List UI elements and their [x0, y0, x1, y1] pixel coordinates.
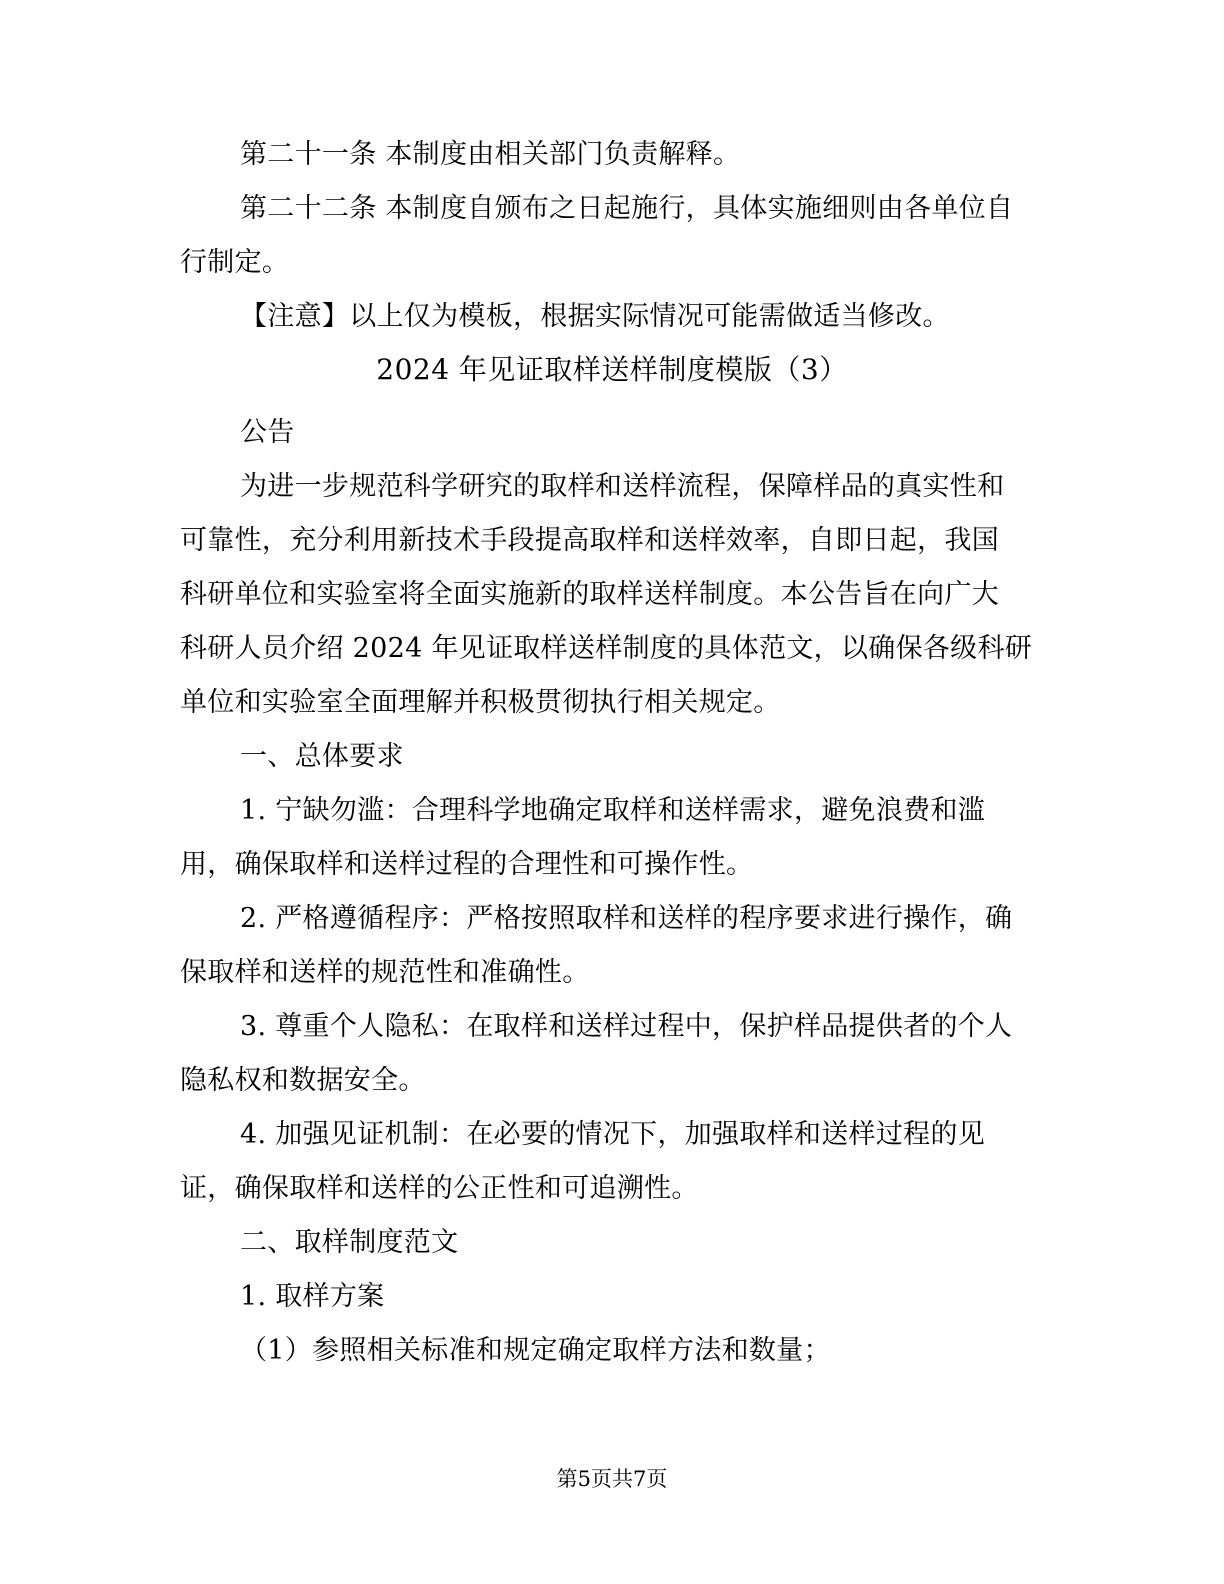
requirement-4-continued: 证，确保取样和送样的公正性和可追溯性。	[180, 1173, 699, 1204]
article-22: 第二十二条 本制度自颁布之日起施行，具体实施细则由各单位自	[240, 193, 1014, 224]
subsection-heading: 1. 取样方案	[240, 1281, 385, 1312]
article-22-continued: 行制定。	[180, 247, 290, 278]
document-title: 2024 年见证取样送样制度模版（3）	[376, 353, 848, 386]
paragraph-line: 科研人员介绍 2024 年见证取样送样制度的具体范文，以确保各级科研	[180, 633, 1033, 664]
template-note: 【注意】以上仅为模板，根据实际情况可能需做适当修改。	[240, 301, 950, 332]
paragraph-line: 可靠性，充分利用新技术手段提高取样和送样效率，自即日起，我国	[180, 525, 999, 556]
section-heading-2: 二、取样制度范文	[240, 1227, 459, 1258]
requirement-3: 3. 尊重个人隐私：在取样和送样过程中，保护样品提供者的个人	[240, 1011, 1013, 1042]
paragraph-line: 单位和实验室全面理解并积极贯彻执行相关规定。	[180, 687, 781, 718]
requirement-2: 2. 严格遵循程序：严格按照取样和送样的程序要求进行操作，确	[240, 903, 1013, 934]
requirement-1-continued: 用，确保取样和送样过程的合理性和可操作性。	[180, 849, 754, 880]
requirement-3-continued: 隐私权和数据安全。	[180, 1065, 426, 1096]
requirement-1: 1. 宁缺勿滥：合理科学地确定取样和送样需求，避免浪费和滥	[240, 795, 986, 826]
requirement-2-continued: 保取样和送样的规范性和准确性。	[180, 957, 590, 988]
section-heading-1: 一、总体要求	[240, 741, 404, 772]
announcement-heading: 公告	[240, 417, 295, 448]
paragraph-line: 科研单位和实验室将全面实施新的取样送样制度。本公告旨在向广大	[180, 579, 999, 610]
requirement-4: 4. 加强见证机制：在必要的情况下，加强取样和送样过程的见	[240, 1119, 986, 1150]
page-number-footer: 第5页共7页	[556, 1467, 668, 1491]
paragraph-line: 为进一步规范科学研究的取样和送样流程，保障样品的真实性和	[240, 471, 1005, 502]
list-item: （1）参照相关标准和规定确定取样方法和数量；	[240, 1335, 831, 1366]
article-21: 第二十一条 本制度由相关部门负责解释。	[240, 139, 741, 170]
